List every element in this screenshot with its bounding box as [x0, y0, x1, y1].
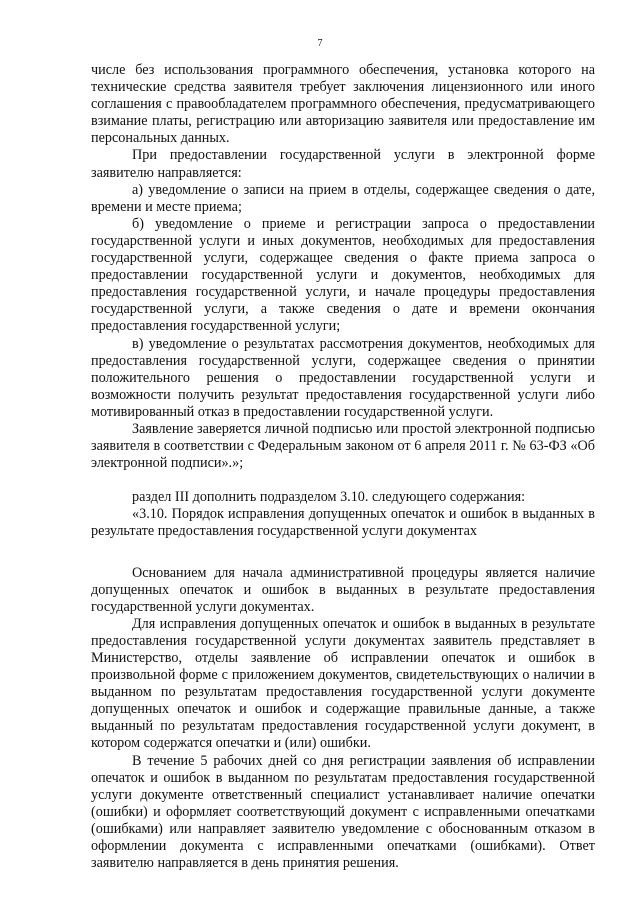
- document-body: [91, 62, 595, 872]
- paragraph-signature: Заявление заверяется личной подписью или простой электронной подписью заявителя в соответствии с Федеральным законом от 6 апреля 2011 г. № 63-ФЗ «Об электронной подписи».»;: [91, 420, 595, 472]
- paragraph-item-b: б) уведомление о приеме и регистрации запроса о предоставлении государственной услуги и иных документов, необходимых для предоставления государственной услуги, содержащее сведения о факте приема запроса о предоставлении государственной услуги и документов, необходимых для предоставления государственной услуги, и начале процедуры предоставления государственной услуги, а также сведения о дате и времени окончания предоставления государственной услуги;: [91, 215, 595, 335]
- paragraph-grounds: Основанием для начала административной процедуры является наличие допущенных опечаток и ошибок в выданных в результате предоставления государственной услуги документах.: [91, 564, 595, 615]
- paragraph-electronic-form: При предоставлении государственной услуги в электронной форме заявителю направляется:: [91, 147, 595, 181]
- paragraph-correction-request: Для исправления допущенных опечаток и ошибок в выданных в результате предоставления государственной услуги документах заявитель представляет в Министерство, отделы заявление об исправлении опечаток и ошибок в произвольной форме с приложением документов, свидетельствующих о наличии в выданном по результатам предоставления государственной услуги документе допущенных опечаток и ошибок и содержащие правильные данные, а также выданный по результатам предоставления государственной услуги документ, в котором содержатся опечатки и (или) ошибки.: [91, 615, 595, 752]
- paragraph-section-amendment: раздел III дополнить подразделом 3.10. следующего содержания:: [132, 489, 526, 506]
- paragraph-deadline: В течение 5 рабочих дней со дня регистрации заявления об исправлении опечаток и ошибок в выданном по результатам предоставления государственной услуги документе ответственный специалист устанавливает наличие опечатки (ошибки) и оформляет соответствующий документ с исправленными опечатками (ошибками) или направляет заявителю уведомление с обоснованным отказом в оформлении документа с исправленными опечатками (ошибками). Ответ заявителю направляется в день принятия решения.: [91, 752, 595, 872]
- paragraph-continuation: числе без использования программного обеспечения, установка которого на технические средства заявителя требует заключения лицензионного или иного соглашения с правообладателем программного обеспечения, предусматривающего взимание платы, регистрацию или авторизацию заявителя или предоставление им персональных данных.: [91, 62, 595, 147]
- subsection-heading: «3.10. Порядок исправления допущенных опечаток и ошибок в выданных в результате предоставления государственной услуги документах: [91, 506, 595, 540]
- paragraph-item-c: в) уведомление о результатах рассмотрения документов, необходимых для предоставления государственной услуги, содержащее сведения о принятии положительного решения о предоставлении государственной услуги и возможности получить результат предоставления государственной услуги либо мотивированный отказ в предоставлении государственной услуги.: [91, 335, 595, 420]
- page-number: 7: [317, 38, 323, 49]
- paragraph-item-a: а) уведомление о записи на прием в отделы, содержащее сведения о дате, времени и месте приема;: [91, 181, 595, 215]
